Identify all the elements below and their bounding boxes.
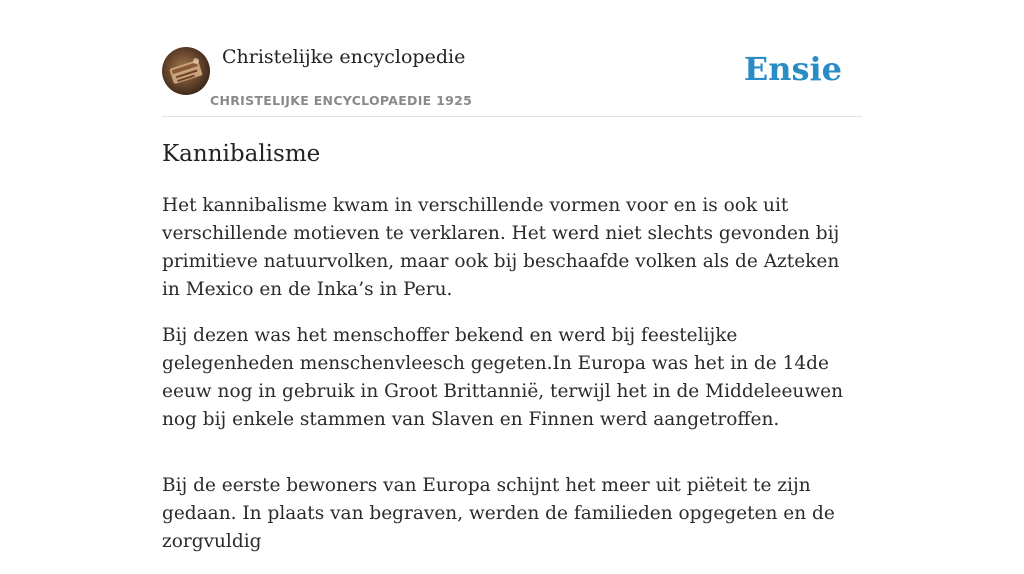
book-icon[interactable] [162,47,210,95]
site-header [162,40,862,117]
article [162,138,862,574]
article-paragraph: Het kannibalisme kwam in verschillende vormen voor en is ook uit verschillende motieven te verklaren. Het werd niet slechts gevonden bij primitieve natuurvolken, maar ook bij beschaafde volken als de Azteken in Mexico en de Inka’s in Peru. [162,195,840,300]
article-title: Kannibalisme [162,141,321,167]
article-paragraph: Bij de eerste bewoners van Europa schijnt het meer uit piëteit te zijn gedaan. In plaats van begraven, werden de familieden opgegeten en de zorgvuldig [162,475,835,552]
article-paragraph: Bij dezen was het menschoffer bekend en werd bij feestelijke gelegenheden menschenvleesch gegeten.In Europa was het in de 14de eeuw nog in gebruik in Groot Brittannië, terwijl het in de Middeleeuwen nog bij enkele stammen van Slaven en Finnen werd aangetroffen. [162,325,844,430]
site-subtitle: CHRISTELIJKE ENCYCLOPAEDIE 1925 [210,93,473,108]
site-title[interactable]: Christelijke encyclopedie [222,46,466,68]
brand-logo[interactable]: Ensie [743,50,842,88]
